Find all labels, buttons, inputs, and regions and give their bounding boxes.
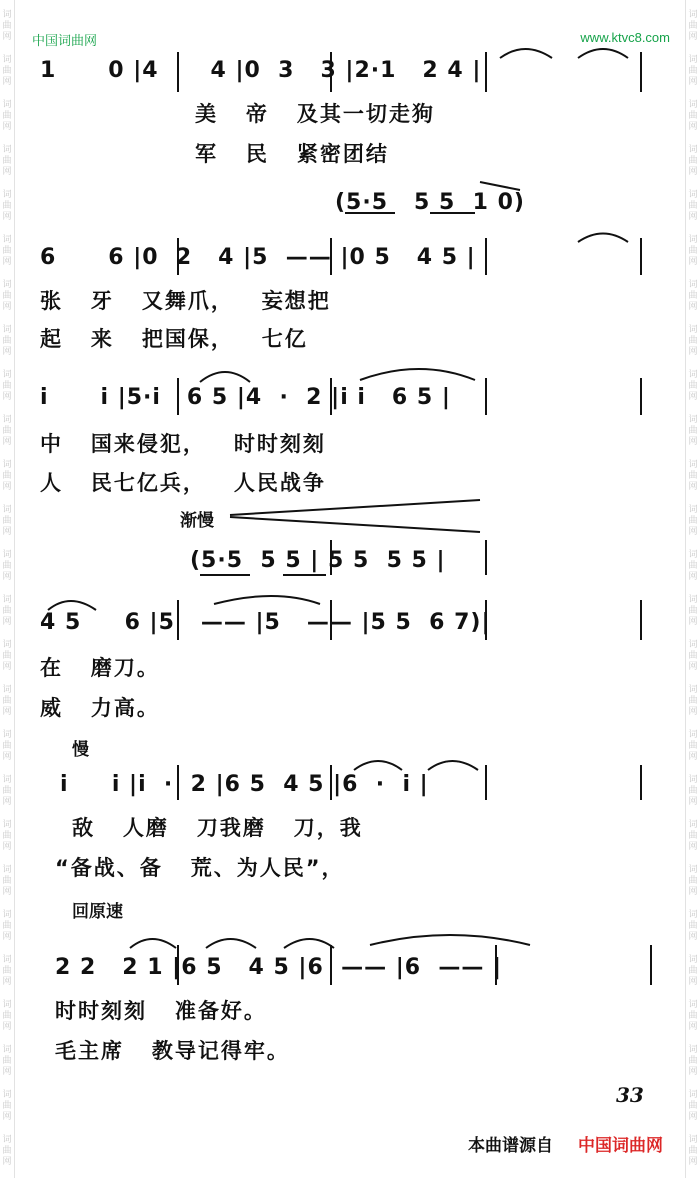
side-watermark-text: 词 曲 网 xyxy=(688,1135,698,1167)
side-watermark-text: 词 曲 网 xyxy=(2,775,12,807)
side-watermark-text: 词 曲 网 xyxy=(2,1135,12,1167)
side-watermark-text: 词 曲 网 xyxy=(2,640,12,672)
side-watermark-text: 词 曲 网 xyxy=(688,370,698,402)
side-watermark-text: 词 曲 网 xyxy=(2,325,12,357)
system-3-lyric-2: 人 民七亿兵， 人民战争 xyxy=(40,471,326,495)
side-watermark-text: 词 曲 网 xyxy=(2,505,12,537)
system-6-lyric-2: 毛主席 教导记得牢。 xyxy=(55,1039,290,1063)
system-2-lyric-2: 起 来 把国保， 七亿 xyxy=(40,327,308,351)
side-watermark-text: 词 曲 网 xyxy=(688,325,698,357)
tempo-mark-ritardando: 渐慢 xyxy=(180,511,214,531)
side-watermark-text: 词 曲 网 xyxy=(2,910,12,942)
side-watermark-text: 词 曲 网 xyxy=(688,640,698,672)
side-watermark-text: 词 曲 网 xyxy=(2,280,12,312)
side-watermark-text: 词 曲 网 xyxy=(688,415,698,447)
side-watermark-text: 词 曲 网 xyxy=(2,595,12,627)
system-6-notes: 2 2 2 1 |6 5 4 5 |6 —— |6 —— | xyxy=(55,955,503,980)
system-5-lyric-1: 敌 人磨 刀我磨 刀，我 xyxy=(72,816,363,840)
side-watermark-text: 词 曲 网 xyxy=(2,550,12,582)
side-watermark-text: 词 曲 网 xyxy=(2,1000,12,1032)
header-site-left: 中国词曲网 xyxy=(32,34,98,49)
system-1-lyric-1: 美 帝 及其一切走狗 xyxy=(195,102,435,126)
side-watermark-text: 词 曲 网 xyxy=(688,235,698,267)
side-watermark-text: 词 曲 网 xyxy=(2,685,12,717)
system-3-interlude: (5·5 5 5 | 5 5 5 5 | xyxy=(190,548,446,573)
system-4-notes: 4 5 6 |5 —— |5 —— |5 5 6 7)| xyxy=(40,610,491,635)
side-watermark-text: 词 曲 网 xyxy=(688,1000,698,1032)
side-watermark-text: 词 曲 网 xyxy=(2,55,12,87)
tempo-mark-original: 回原速 xyxy=(72,902,123,922)
system-3-notes: i i |5·i 6 5 |4 · 2 |i i 6 5 | xyxy=(40,385,451,410)
side-watermark-text: 词 曲 网 xyxy=(688,910,698,942)
side-watermark-text: 词 曲 网 xyxy=(2,730,12,762)
side-watermark-text: 词 曲 网 xyxy=(688,1090,698,1122)
side-watermark-text: 词 曲 网 xyxy=(688,775,698,807)
system-5-notes: i i |i · 2 |6 5 4 5 |6 · i | xyxy=(60,772,429,797)
system-1-lyric-2: 军 民 紧密团结 xyxy=(195,142,389,166)
system-1-notes: 1 0 |4 4 |0 3 3 |2·1 2 4 | xyxy=(40,58,482,83)
side-watermark-text: 词 曲 网 xyxy=(2,10,12,42)
system-1-interlude: (5·5 5 5 1 0) xyxy=(335,190,525,215)
system-2-notes: 6 6 |0 2 4 |5 —— |0 5 4 5 | xyxy=(40,245,476,270)
side-watermark-text: 词 曲 网 xyxy=(2,235,12,267)
side-watermark-text: 词 曲 网 xyxy=(2,1090,12,1122)
side-watermark-text: 词 曲 网 xyxy=(688,55,698,87)
side-watermark-text: 词 曲 网 xyxy=(2,1045,12,1077)
side-watermark-text: 词 曲 网 xyxy=(688,280,698,312)
side-watermark-text: 词 曲 网 xyxy=(688,505,698,537)
side-watermark-text: 词 曲 网 xyxy=(2,820,12,852)
side-watermark-text: 词 曲 网 xyxy=(2,100,12,132)
side-watermark-text: 词 曲 网 xyxy=(688,100,698,132)
side-watermark-text: 词 曲 网 xyxy=(2,145,12,177)
tempo-mark-slow: 慢 xyxy=(72,740,89,760)
system-4-lyric-2: 威 力高。 xyxy=(40,696,160,720)
side-watermark-text: 词 曲 网 xyxy=(2,190,12,222)
side-watermark-text: 词 曲 网 xyxy=(688,10,698,42)
system-6-lyric-1: 时时刻刻 准备好。 xyxy=(55,999,267,1023)
side-watermark-text: 词 曲 网 xyxy=(688,685,698,717)
side-watermark-text: 词 曲 网 xyxy=(2,370,12,402)
side-watermark-text: 词 曲 网 xyxy=(688,820,698,852)
side-watermark-text: 词 曲 网 xyxy=(688,1045,698,1077)
page-number: 33 xyxy=(616,1083,644,1107)
system-2-lyric-1: 张 牙 又舞爪， 妄想把 xyxy=(40,289,331,313)
side-watermark-text: 词 曲 网 xyxy=(688,145,698,177)
side-watermark-text: 词 曲 网 xyxy=(2,415,12,447)
side-watermark-text: 词 曲 网 xyxy=(2,865,12,897)
side-watermark-text: 词 曲 网 xyxy=(688,595,698,627)
footer-source-label: 本曲谱源自 xyxy=(468,1136,553,1156)
side-watermark-text: 词 曲 网 xyxy=(688,730,698,762)
side-watermark-text: 词 曲 网 xyxy=(2,955,12,987)
system-3-lyric-1: 中 国来侵犯， 时时刻刻 xyxy=(40,432,326,456)
side-watermark-text: 词 曲 网 xyxy=(688,955,698,987)
side-watermark-text: 词 曲 网 xyxy=(2,460,12,492)
side-watermark-text: 词 曲 网 xyxy=(688,865,698,897)
footer-source-site: 中国词曲网 xyxy=(578,1136,663,1156)
system-4-lyric-1: 在 磨刀。 xyxy=(40,656,160,680)
side-watermark-text: 词 曲 网 xyxy=(688,190,698,222)
system-5-lyric-2: “备战、备 荒、为人民”， xyxy=(55,856,345,880)
side-watermark-text: 词 曲 网 xyxy=(688,550,698,582)
header-site-right: www.ktvc8.com xyxy=(580,30,670,45)
side-watermark-text: 词 曲 网 xyxy=(688,460,698,492)
